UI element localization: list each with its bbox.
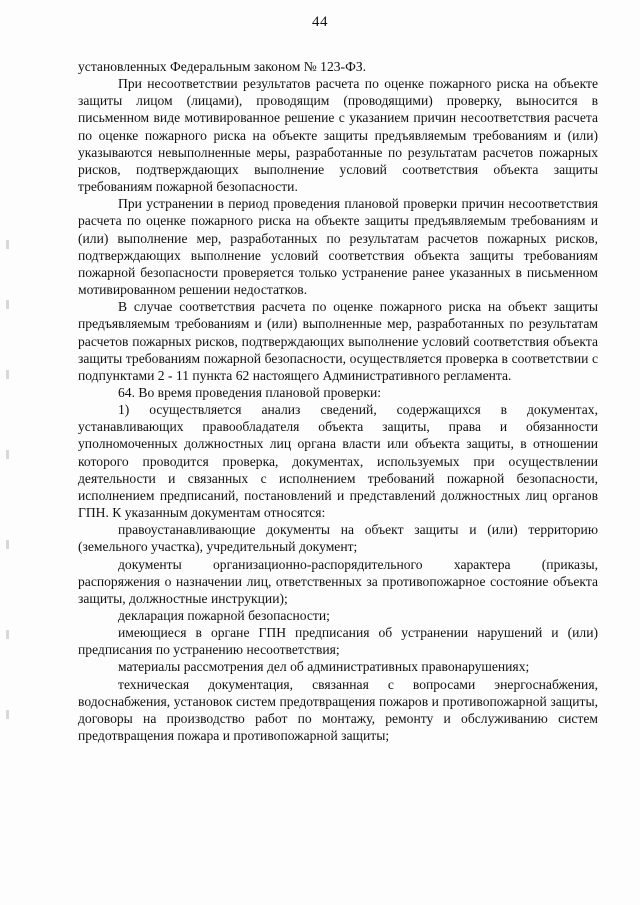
list-item-title-documents: правоустанавливающие документы на объект защиты и (или) территорию (земельного участка), учредительный документ; bbox=[78, 522, 598, 555]
binding-mark bbox=[6, 710, 9, 719]
list-item-technical-docs: техническая документация, связанная с вопросами энергоснабжения, водоснабжения, установок систем предотвращения пожаров и противопожарной защиты, договоры на производство работ по монтажу, ремонту и обслуживанию систем предотвращения пожара и противопожарной защиты; bbox=[78, 676, 598, 744]
document-body bbox=[78, 58, 598, 744]
binding-mark bbox=[6, 540, 9, 549]
list-item-org-documents: документы организационно-распорядительного характера (приказы, распоряжения о назначении лиц, ответственных за противопожарное состояние объекта защиты, должностные инструкции); bbox=[78, 556, 598, 606]
list-item-case-materials: материалы рассмотрения дел об административных правонарушениях; bbox=[118, 659, 530, 675]
paragraph-compliance-check: В случае соответствия расчета по оценке пожарного риска на объект защиты предъявляемым требованиям и (или) выполненные мер, разработанных по результатам расчетов пожарных рисков, подтверждающих выполнение условий соответствия объекта защиты требованиям пожарной безопасности, осуществляется проверка в соответствии с подпунктами 2 - 11 пункта 62 настоящего Административного регламента. bbox=[78, 299, 598, 383]
list-item-declaration: декларация пожарной безопасности; bbox=[118, 608, 330, 623]
paragraph-subitem-1: 1) осуществляется анализ сведений, содержащихся в документах, устанавливающих правообладателя объекта защиты, права и обязанности уполномоченных должностных лиц органа власти или объекта защиты, в отношении которого проводится проверка, документах, используемых при осуществлении деятельности и связанных с исполнением требований пожарной безопасности, исполнением предписаний, постановлений и представлений должностных лиц органов ГПН. К указанным документам относятся: bbox=[78, 402, 598, 521]
paragraph-risk-mismatch: При несоответствии результатов расчета по оценке пожарного риска на объекте защиты лицом (лицами), проводящим (проводящими) проверку, выносится в письменном виде мотивированное решение с указанием причин несоответствия расчета по оценке пожарного риска на объекте защиты предъявляемым требованиям и (или) указываются невыполненные меры, разработанные по результатам расчетов пожарных рисков, подтверждающих выполнение условий соответствия объекта защиты требованиям пожарной безопасности. bbox=[78, 76, 598, 195]
binding-mark bbox=[6, 370, 9, 379]
paragraph-law-reference: установленных Федеральным законом № 123-ФЗ. bbox=[78, 59, 367, 74]
paragraph-elimination: При устранении в период проведения плановой проверки причин несоответствия расчета по оценке пожарного риска на объекте защиты предъявляемым требованиям и (или) выполнение мер, разработанных по результатам расчетов пожарных рисков, подтверждающих выполнение условий соответствия объекта защиты требованиям пожарной безопасности проверяется только устранение ранее указанных в письменном мотивированном решении недостатков. bbox=[78, 196, 598, 298]
page-number: 44 bbox=[312, 14, 328, 30]
binding-mark bbox=[6, 450, 9, 459]
binding-marks bbox=[0, 240, 22, 760]
binding-mark bbox=[6, 300, 9, 309]
binding-mark bbox=[6, 630, 9, 639]
binding-mark bbox=[6, 240, 9, 249]
list-item-orders: имеющиеся в органе ГПН предписания об устранении нарушений и (или) предписания по устранению несоответствия; bbox=[78, 625, 598, 658]
paragraph-item-64: 64. Во время проведения плановой проверки: bbox=[118, 384, 382, 400]
